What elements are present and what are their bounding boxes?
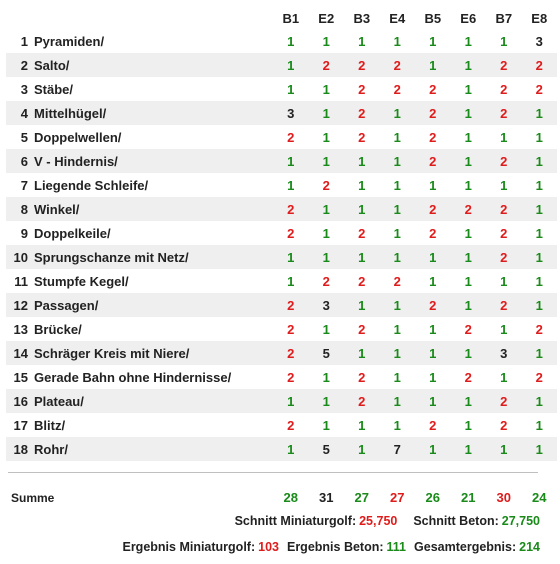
hole-name: Brücke/: [34, 321, 82, 337]
summe-value: 27: [354, 490, 369, 505]
score-cell: 2: [309, 53, 345, 77]
score-cell: 2: [344, 101, 380, 125]
score-cell: 1: [522, 437, 558, 461]
schnitt-line: [235, 514, 540, 528]
hole-number: 15: [13, 369, 28, 385]
score-cell: 1: [464, 33, 472, 49]
score-cell: 1: [358, 417, 366, 433]
score-cell: 1: [309, 389, 345, 413]
score-cell: 2: [486, 149, 522, 173]
score-cell: 3: [486, 341, 522, 365]
score-cell: 1: [380, 197, 416, 221]
score-cell: 2: [429, 225, 437, 241]
hole-name: Gerade Bahn ohne Hindernisse/: [34, 369, 232, 385]
score-cell: 1: [415, 389, 451, 413]
score-cell: 2: [358, 81, 366, 97]
score-cell: 1: [429, 273, 437, 289]
table-row: [6, 173, 557, 197]
column-header: E8: [531, 10, 548, 26]
score-cell: 1: [451, 101, 487, 125]
hole-name: Winkel/: [34, 197, 273, 221]
score-cell: 2: [273, 293, 309, 317]
score-cell: 1: [500, 321, 508, 337]
score-cell: 2: [358, 321, 366, 337]
score-cell: 1: [522, 245, 558, 269]
score-cell: 2: [273, 341, 309, 365]
score-cell: 1: [358, 33, 366, 49]
table-row: [6, 77, 557, 101]
score-cell: 1: [287, 81, 295, 97]
table-row: [6, 197, 557, 221]
table-row: [6, 269, 557, 293]
score-cell: 1: [273, 389, 309, 413]
score-cell: 1: [273, 53, 309, 77]
score-cell: 3: [309, 293, 345, 317]
column-header: B1: [282, 10, 300, 26]
score-cell: 3: [535, 33, 543, 49]
score-cell: 1: [415, 53, 451, 77]
score-cell: 2: [486, 53, 522, 77]
score-cell: 2: [429, 129, 437, 145]
score-cell: 2: [464, 369, 472, 385]
score-cell: 1: [344, 341, 380, 365]
hole-number: 18: [6, 437, 34, 461]
hole-name: Stäbe/: [34, 81, 74, 97]
score-cell: 1: [393, 417, 401, 433]
score-cell: 1: [322, 225, 330, 241]
hole-name: Doppelwellen/: [34, 129, 122, 145]
score-cell: 2: [380, 53, 416, 77]
score-cell: 1: [522, 149, 558, 173]
summe-value: 27: [390, 490, 405, 505]
score-cell: 1: [429, 321, 437, 337]
ergebnis-mini-label: Ergebnis Miniaturgolf:: [122, 540, 256, 554]
score-cell: 1: [415, 245, 451, 269]
score-cell: 2: [535, 369, 543, 385]
hole-number: 17: [13, 417, 28, 433]
schnitt-mini-label: Schnitt Miniaturgolf:: [234, 514, 357, 528]
hole-name: Sprungschanze mit Netz/: [34, 245, 273, 269]
score-cell: 2: [287, 129, 295, 145]
score-cell: 1: [451, 437, 487, 461]
header-row: [6, 7, 557, 29]
hole-number: 5: [20, 129, 28, 145]
score-cell: 1: [464, 225, 472, 241]
score-cell: 1: [429, 177, 437, 193]
score-cell: 1: [393, 369, 401, 385]
gesamt-label: Gesamtergebnis:: [414, 540, 517, 554]
score-cell: 2: [535, 321, 543, 337]
score-cell: 2: [273, 197, 309, 221]
score-cell: 1: [393, 129, 401, 145]
score-cell: 1: [309, 245, 345, 269]
score-cell: 1: [522, 197, 558, 221]
table-row: [6, 29, 557, 53]
score-cell: 2: [429, 81, 437, 97]
hole-name: Pyramiden/: [34, 33, 105, 49]
score-cell: 1: [393, 225, 401, 241]
hole-name: V - Hindernis/: [34, 149, 273, 173]
hole-name: Passagen/: [34, 293, 273, 317]
score-cell: 1: [309, 101, 345, 125]
score-cell: 2: [486, 197, 522, 221]
score-cell: 2: [393, 81, 401, 97]
score-cell: 1: [535, 177, 543, 193]
score-cell: 1: [464, 417, 472, 433]
ergebnis-mini-value: 103: [258, 540, 279, 554]
score-cell: 1: [464, 129, 472, 145]
score-cell: 1: [309, 149, 345, 173]
table-row: [6, 317, 557, 341]
hole-number: 4: [6, 101, 34, 125]
hole-name: Salto/: [34, 53, 273, 77]
hole-name: Rohr/: [34, 437, 273, 461]
score-cell: 1: [522, 293, 558, 317]
hole-name: Mittelhügel/: [34, 101, 273, 125]
score-cell: 1: [429, 33, 437, 49]
score-cell: 1: [415, 341, 451, 365]
score-cell: 1: [344, 245, 380, 269]
score-cell: 2: [500, 417, 508, 433]
score-cell: 1: [393, 33, 401, 49]
score-cell: 2: [287, 225, 295, 241]
gesamt-value: 214: [519, 540, 540, 554]
score-cell: 2: [486, 389, 522, 413]
score-cell: 5: [309, 341, 345, 365]
score-cell: 1: [535, 129, 543, 145]
score-cell: 2: [322, 273, 330, 289]
score-cell: 1: [415, 437, 451, 461]
score-cell: 1: [500, 273, 508, 289]
score-cell: 1: [451, 53, 487, 77]
hole-name: Blitz/: [34, 417, 66, 433]
score-cell: 1: [451, 149, 487, 173]
score-cell: 2: [287, 321, 295, 337]
hole-name: Schräger Kreis mit Niere/: [34, 341, 273, 365]
schnitt-beton-value: 27,750: [501, 514, 540, 528]
score-cell: 2: [415, 197, 451, 221]
score-cell: 2: [358, 273, 366, 289]
table-row: [6, 53, 557, 77]
score-cell: 1: [380, 293, 416, 317]
score-cell: 1: [500, 129, 508, 145]
score-cell: 1: [451, 293, 487, 317]
table-row: [6, 437, 557, 461]
score-cell: 2: [486, 293, 522, 317]
score-cell: 2: [522, 53, 558, 77]
summe-value: 30: [496, 490, 511, 505]
score-cell: 2: [393, 273, 401, 289]
divider: [8, 472, 538, 473]
score-cell: 2: [322, 177, 330, 193]
score-cell: 5: [309, 437, 345, 461]
hole-number: 3: [20, 81, 28, 97]
score-cell: 1: [451, 341, 487, 365]
column-header: E6: [460, 10, 477, 26]
score-cell: 1: [535, 417, 543, 433]
schnitt-mini-value: 25,750: [359, 514, 398, 528]
score-cell: 1: [273, 437, 309, 461]
hole-number: 14: [6, 341, 34, 365]
score-table: [6, 7, 557, 461]
score-cell: 1: [344, 197, 380, 221]
hole-name: Plateau/: [34, 389, 273, 413]
ergebnis-beton-label: Ergebnis Beton:: [286, 540, 384, 554]
score-cell: 1: [522, 341, 558, 365]
score-cell: 1: [380, 341, 416, 365]
table-row: [6, 221, 557, 245]
score-cell: 1: [522, 389, 558, 413]
score-cell: 2: [500, 225, 508, 241]
summe-label: Summe: [11, 491, 55, 505]
score-cell: 2: [486, 101, 522, 125]
column-header: B3: [353, 10, 371, 26]
score-cell: 2: [287, 369, 295, 385]
column-header: B5: [424, 10, 442, 26]
score-cell: 1: [287, 33, 295, 49]
score-cell: 1: [287, 177, 295, 193]
score-cell: 1: [486, 437, 522, 461]
score-cell: 2: [287, 417, 295, 433]
table-row: [6, 125, 557, 149]
score-cell: 1: [380, 101, 416, 125]
score-cell: 2: [464, 321, 472, 337]
score-cell: 1: [522, 101, 558, 125]
hole-number: 9: [20, 225, 28, 241]
summe-value: 24: [532, 490, 547, 505]
score-cell: 1: [322, 81, 330, 97]
score-cell: 2: [415, 149, 451, 173]
score-cell: 1: [429, 369, 437, 385]
hole-number: 6: [6, 149, 34, 173]
hole-number: 11: [14, 273, 28, 289]
table-row: [6, 101, 557, 125]
score-cell: 1: [322, 33, 330, 49]
hole-name: Stumpfe Kegel/: [34, 273, 129, 289]
summe-value: 26: [425, 490, 440, 505]
header-spacer: [34, 7, 273, 29]
table-row: [6, 365, 557, 389]
hole-number: 1: [20, 33, 28, 49]
score-cell: 2: [358, 369, 366, 385]
table-row: [6, 389, 557, 413]
score-cell: 2: [415, 101, 451, 125]
score-cell: 1: [464, 81, 472, 97]
hole-number: 7: [20, 177, 28, 193]
summe-value: 31: [319, 490, 334, 505]
score-cell: 1: [535, 273, 543, 289]
score-cell: 1: [322, 417, 330, 433]
score-cell: 3: [273, 101, 309, 125]
score-cell: 1: [464, 177, 472, 193]
table-row: [6, 149, 557, 173]
schnitt-beton-label: Schnitt Beton:: [413, 514, 499, 528]
column-header: E2: [318, 10, 335, 26]
summe-value: 28: [283, 490, 298, 505]
score-cell: 1: [309, 197, 345, 221]
score-cell: 1: [322, 321, 330, 337]
score-cell: 2: [486, 245, 522, 269]
summe-value: 21: [461, 490, 476, 505]
score-cell: 1: [393, 321, 401, 337]
hole-name: Liegende Schleife/: [34, 177, 149, 193]
hole-number: 8: [6, 197, 34, 221]
score-cell: 2: [429, 417, 437, 433]
hole-number: 12: [6, 293, 34, 317]
score-cell: 1: [451, 245, 487, 269]
table-row: [6, 293, 557, 317]
score-cell: 1: [393, 177, 401, 193]
hole-number: 13: [13, 321, 28, 337]
ergebnis-beton-value: 111: [386, 540, 407, 554]
ergebnis-line: [122, 540, 540, 554]
score-cell: 1: [322, 129, 330, 145]
score-cell: 1: [500, 177, 508, 193]
score-cell: 1: [464, 273, 472, 289]
score-cell: 2: [358, 129, 366, 145]
score-cell: 1: [273, 149, 309, 173]
header-spacer: [6, 7, 34, 29]
hole-name: Doppelkeile/: [34, 225, 111, 241]
table-row: [6, 341, 557, 365]
score-cell: 1: [380, 245, 416, 269]
score-cell: 1: [344, 149, 380, 173]
score-cell: 2: [500, 81, 508, 97]
score-cell: 1: [322, 369, 330, 385]
score-cell: 2: [344, 389, 380, 413]
score-cell: 7: [380, 437, 416, 461]
score-cell: 1: [535, 225, 543, 241]
score-cell: 2: [535, 81, 543, 97]
score-cell: 1: [287, 273, 295, 289]
score-cell: 1: [273, 245, 309, 269]
score-cell: 2: [344, 53, 380, 77]
hole-number: 10: [6, 245, 34, 269]
score-cell: 1: [344, 437, 380, 461]
score-cell: 2: [358, 225, 366, 241]
score-cell: 1: [500, 33, 508, 49]
score-cell: 1: [380, 389, 416, 413]
score-cell: 1: [358, 177, 366, 193]
hole-number: 16: [6, 389, 34, 413]
score-cell: 2: [451, 197, 487, 221]
score-body: [6, 29, 557, 461]
score-cell: 2: [415, 293, 451, 317]
hole-number: 2: [6, 53, 34, 77]
score-cell: 1: [451, 389, 487, 413]
column-header: B7: [495, 10, 513, 26]
table-row: [6, 413, 557, 437]
score-cell: 1: [344, 293, 380, 317]
table-row: [6, 245, 557, 269]
score-cell: 1: [500, 369, 508, 385]
column-header: E4: [389, 10, 406, 26]
score-cell: 1: [380, 149, 416, 173]
